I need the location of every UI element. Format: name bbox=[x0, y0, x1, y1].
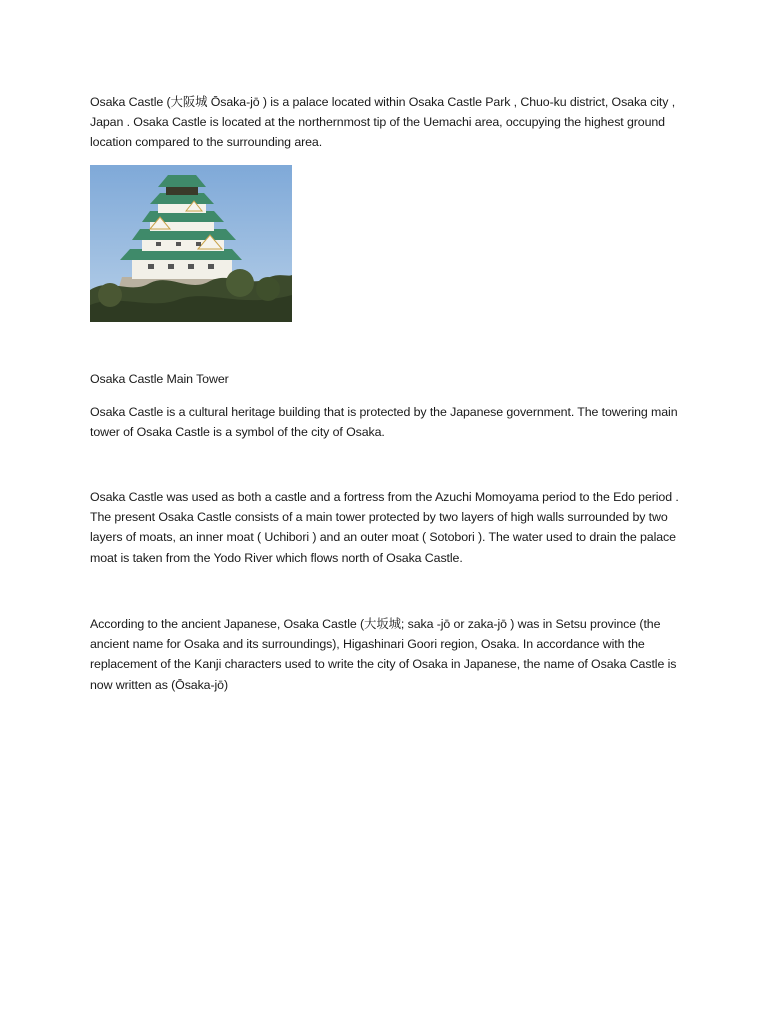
intro-paragraph: Osaka Castle (大阪城 Ōsaka-jō ) is a palace located within Osaka Castle Park , Chuo-ku district, Osaka city , Japan . Osaka Castle is located at the northernmost tip of the Uemachi area, occupying the highest ground location compared to the surrounding area. bbox=[90, 95, 676, 150]
section-heading: Osaka Castle Main Tower bbox=[90, 372, 229, 386]
name-paragraph: According to the ancient Japanese, Osaka Castle (大坂城; saka -jō or zaka-jō ) was in Setsu province (the ancient name for Osaka and its surroundings), Higashinari Goori region, Osaka. In accordance with the replacement of the Kanji characters used to write the city of Osaka in Japanese, the name of Osaka Castle is now written as (Ōsaka-jō) bbox=[90, 617, 677, 692]
osaka-castle-photo bbox=[90, 165, 292, 322]
history-paragraph: Osaka Castle was used as both a castle and a fortress from the Azuchi Momoyama period to the Edo period . The present Osaka Castle consists of a main tower protected by two layers of high walls surrounded by two layers of moats, an inner moat ( Uchibori ) and an outer moat ( Sotobori ). The water used to drain the palace moat is taken from the Yodo River which flows north of Osaka Castle. bbox=[90, 490, 679, 565]
heritage-paragraph: Osaka Castle is a cultural heritage building that is protected by the Japanese government. The towering main tower of Osaka Castle is a symbol of the city of Osaka. bbox=[90, 405, 678, 440]
